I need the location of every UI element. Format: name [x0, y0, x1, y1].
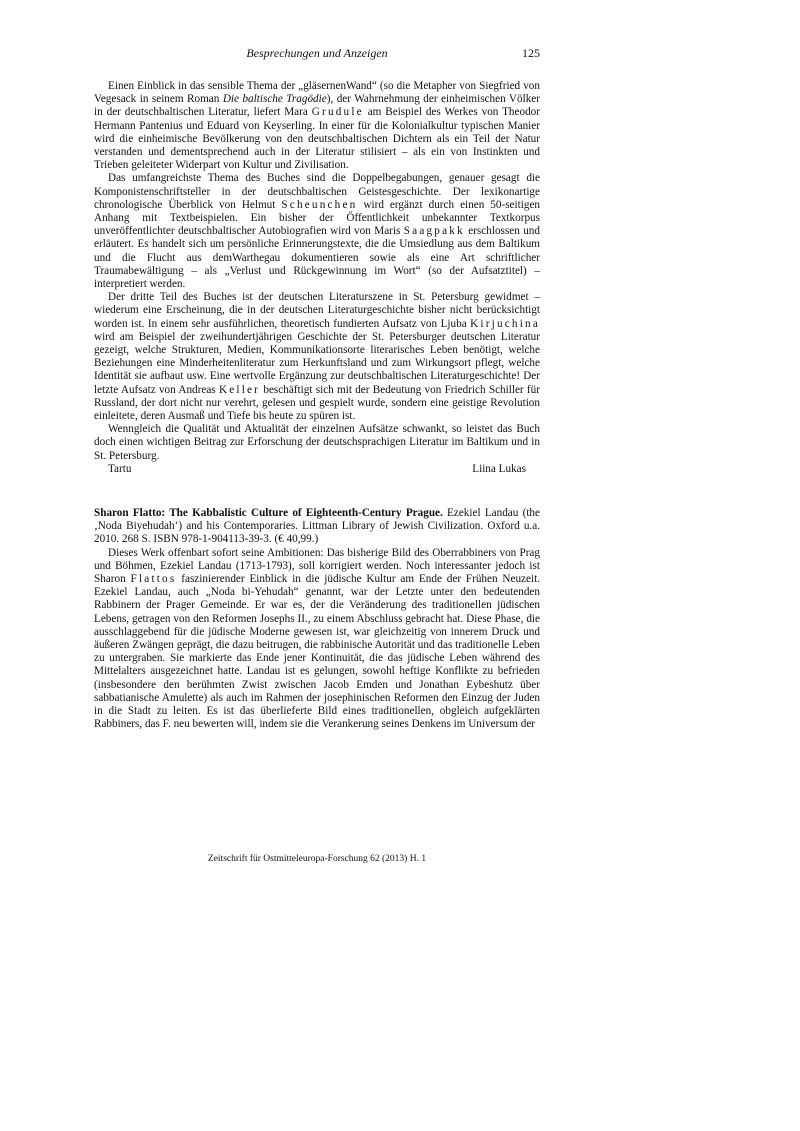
article-body [94, 80, 540, 731]
text-run: ), der Wahrnehmung der einheimischen Völker in der deutschbaltischen Literatur, liefert Mara [94, 93, 541, 119]
bibliographic-reference [94, 507, 540, 547]
text-run: wird ergänzt durch einen 50-seitigen Anhang mit Textbeispielen. Ein bisher der Öffentlichkeit unbekannter Textkorpus unveröffentlichter deutschbaltischer Autobiografien wird von Maris [94, 198, 540, 238]
author-name: Kirjuchina [470, 317, 540, 330]
text-run: erschlossen und erläutert. Es handelt sich um persönliche Erinnerungstexte, die die Umsiedlung aus dem Baltikum und die Flucht aus demWarthegau dokumentieren sowie als eine Art schriftlicher Traumabewältigung – als „Verlust und Rückgewinnung im Wort“ (so der Aufsatztitel) – interpretiert werden. [94, 225, 540, 291]
review-signature [94, 463, 540, 477]
text-run: Das umfangreichste Thema des Buches sind die Doppelbegabungen, genauer gesagt die Komponistenschriftsteller in der deutschbaltischen Geistesgeschichte. Der lexikonartige chronologische Überblick von Helmut [94, 172, 540, 211]
author-name: Scheunchen [281, 198, 358, 211]
author-name: Saagpakk [403, 225, 465, 238]
text-run: faszinierender Einblick in die jüdische Kultur am Ende der Frühen Neuzeit. Ezekiel Landau, auch „Noda bi-Yehudah“ genannt, war der Letzte unter den bedeutenden Rabbinern der Prager Gemeinde. Er war es, der die Veränderung des traditionellen jüdischen Lebens, getragen von den Reformen Josephs II., zu einem Abschluss gebracht hat. Diese Phase, die ausschlaggebend für die jüdische Moderne gewesen ist, war gleichzeitig von innerem Druck und äußeren Zwängen geprägt, die dazu beitrugen, die rabbinische Autorität und das traditionelle Leben zu untergraben. Sie markierte das Ende jener Kontinuität, die das jüdische Leben während des Mittelalters ausgezeichnet hatte. Landau ist es gelungen, sowohl heftige Konflikte zu befrieden (insbesondere den berühmten Zwist zwischen Jacob Emden und Jonathan Eybeshutz über sabbatianische Amulette) als auch im Rahmen der josephinischen Reformen den Einzug der Juden in die Stadt zu leiten. Es ist das überlieferte Bild eines traditionellen, obgleich aufgeklärten Rabbiners, das F. neu bewerten will, indem sie die Verankerung seines Denkens im Universum der [94, 572, 540, 731]
reference-title: Sharon Flatto: The Kabbalistic Culture of Eighteenth-Century Prague. [94, 506, 443, 519]
text-run: Der dritte Teil des Buches ist der deutschen Literaturszene in St. Petersburg gewidmet – wiederum eine Erscheinung, die in der deutschen Literaturgeschichte bisher nicht berücksichtigt worden ist. In einem sehr ausführlichen, theoretisch fundierten Aufsatz von Ljuba [94, 291, 540, 330]
author-name: Grudule [311, 106, 364, 119]
running-header [94, 47, 540, 63]
paragraph [94, 80, 540, 172]
text-run: beschäftigt sich mit der Bedeutung von Friedrich Schiller für Russland, der dort nicht nur verehrt, gelesen und gespielt wurde, sondern eine geistige Revolution einleitete, deren Ausmaß und Tiefe bis heute zu spüren ist. [94, 383, 540, 423]
book-title: Die baltische Tragödie [222, 93, 327, 106]
running-title: Besprechungen und Anzeigen [246, 46, 388, 60]
paragraph [94, 547, 540, 732]
page-number: 125 [522, 46, 540, 60]
paragraph [94, 172, 540, 291]
author-name: Keller [218, 383, 261, 396]
paragraph [94, 291, 540, 423]
text-run: am Beispiel des Werkes von Theodor Hermann Pantenius und Eduard von Keyserling. In einer für die Kolonialkultur typischen Manier wird die einheimische Bevölkerung von den deutschbaltischen Dichtern als ein Teil der Natur verstanden und dementsprechend auch in der Literatur stilisiert – als ein von Instinkten und Trieben geleiteter Widerpart von Kultur und Zivilisation. [94, 106, 540, 172]
review-section [94, 507, 540, 731]
text-run: Einen Einblick in das sensible Thema der „gläsernenWand“ (so die Metapher von Siegfried von Vegesack in seinem Roman [94, 80, 540, 106]
signature-author: Liina Lukas [472, 462, 526, 475]
reference-details: Ezekiel Landau (the ‚Noda Biyehudah‘) and his Contemporaries. Littman Library of Jewish Civilization. Oxford u.a. 2010. 268 S. ISBN 978-1-904113-39-3. (€ 40,99.) [94, 506, 540, 546]
text-run: Dieses Werk offenbart sofort seine Ambitionen: Das bisherige Bild des Oberrabbiners von Prag und Böhmen, Ezekiel Landau (1713-1793), soll korrigiert werden. Noch interessanter jedoch ist Sharon [94, 546, 540, 585]
signature-place: Tartu [108, 462, 132, 475]
paragraph: Wenngleich die Qualität und Aktualität der einzelnen Aufsätze schwankt, so leistet das Buch doch einen wichtigen Beitrag zur Erforschung der deutschsprachigen Literatur im Baltikum und in St. Petersburg. [94, 423, 540, 462]
journal-footer: Zeitschrift für Ostmitteleuropa-Forschung 62 (2013) H. 1 [207, 854, 427, 864]
author-name: Flattos [130, 572, 177, 585]
text-run: wird am Beispiel der zweihundertjährigen Geschichte der St. Petersburger deutschen Literatur gezeigt, welche Strukturen, Medien, Kommunikationsorte literarisches Leben benötigt, welche Beziehungen eine Minderheitenliteratur zum Herkunftsland und zum Wirkungsort pflegt, welche Identität sie aufbaut usw. Eine wertvolle Ergänzung zur deutschbaltischen Literaturgeschichte! Der letzte Aufsatz von Andreas [94, 330, 540, 396]
